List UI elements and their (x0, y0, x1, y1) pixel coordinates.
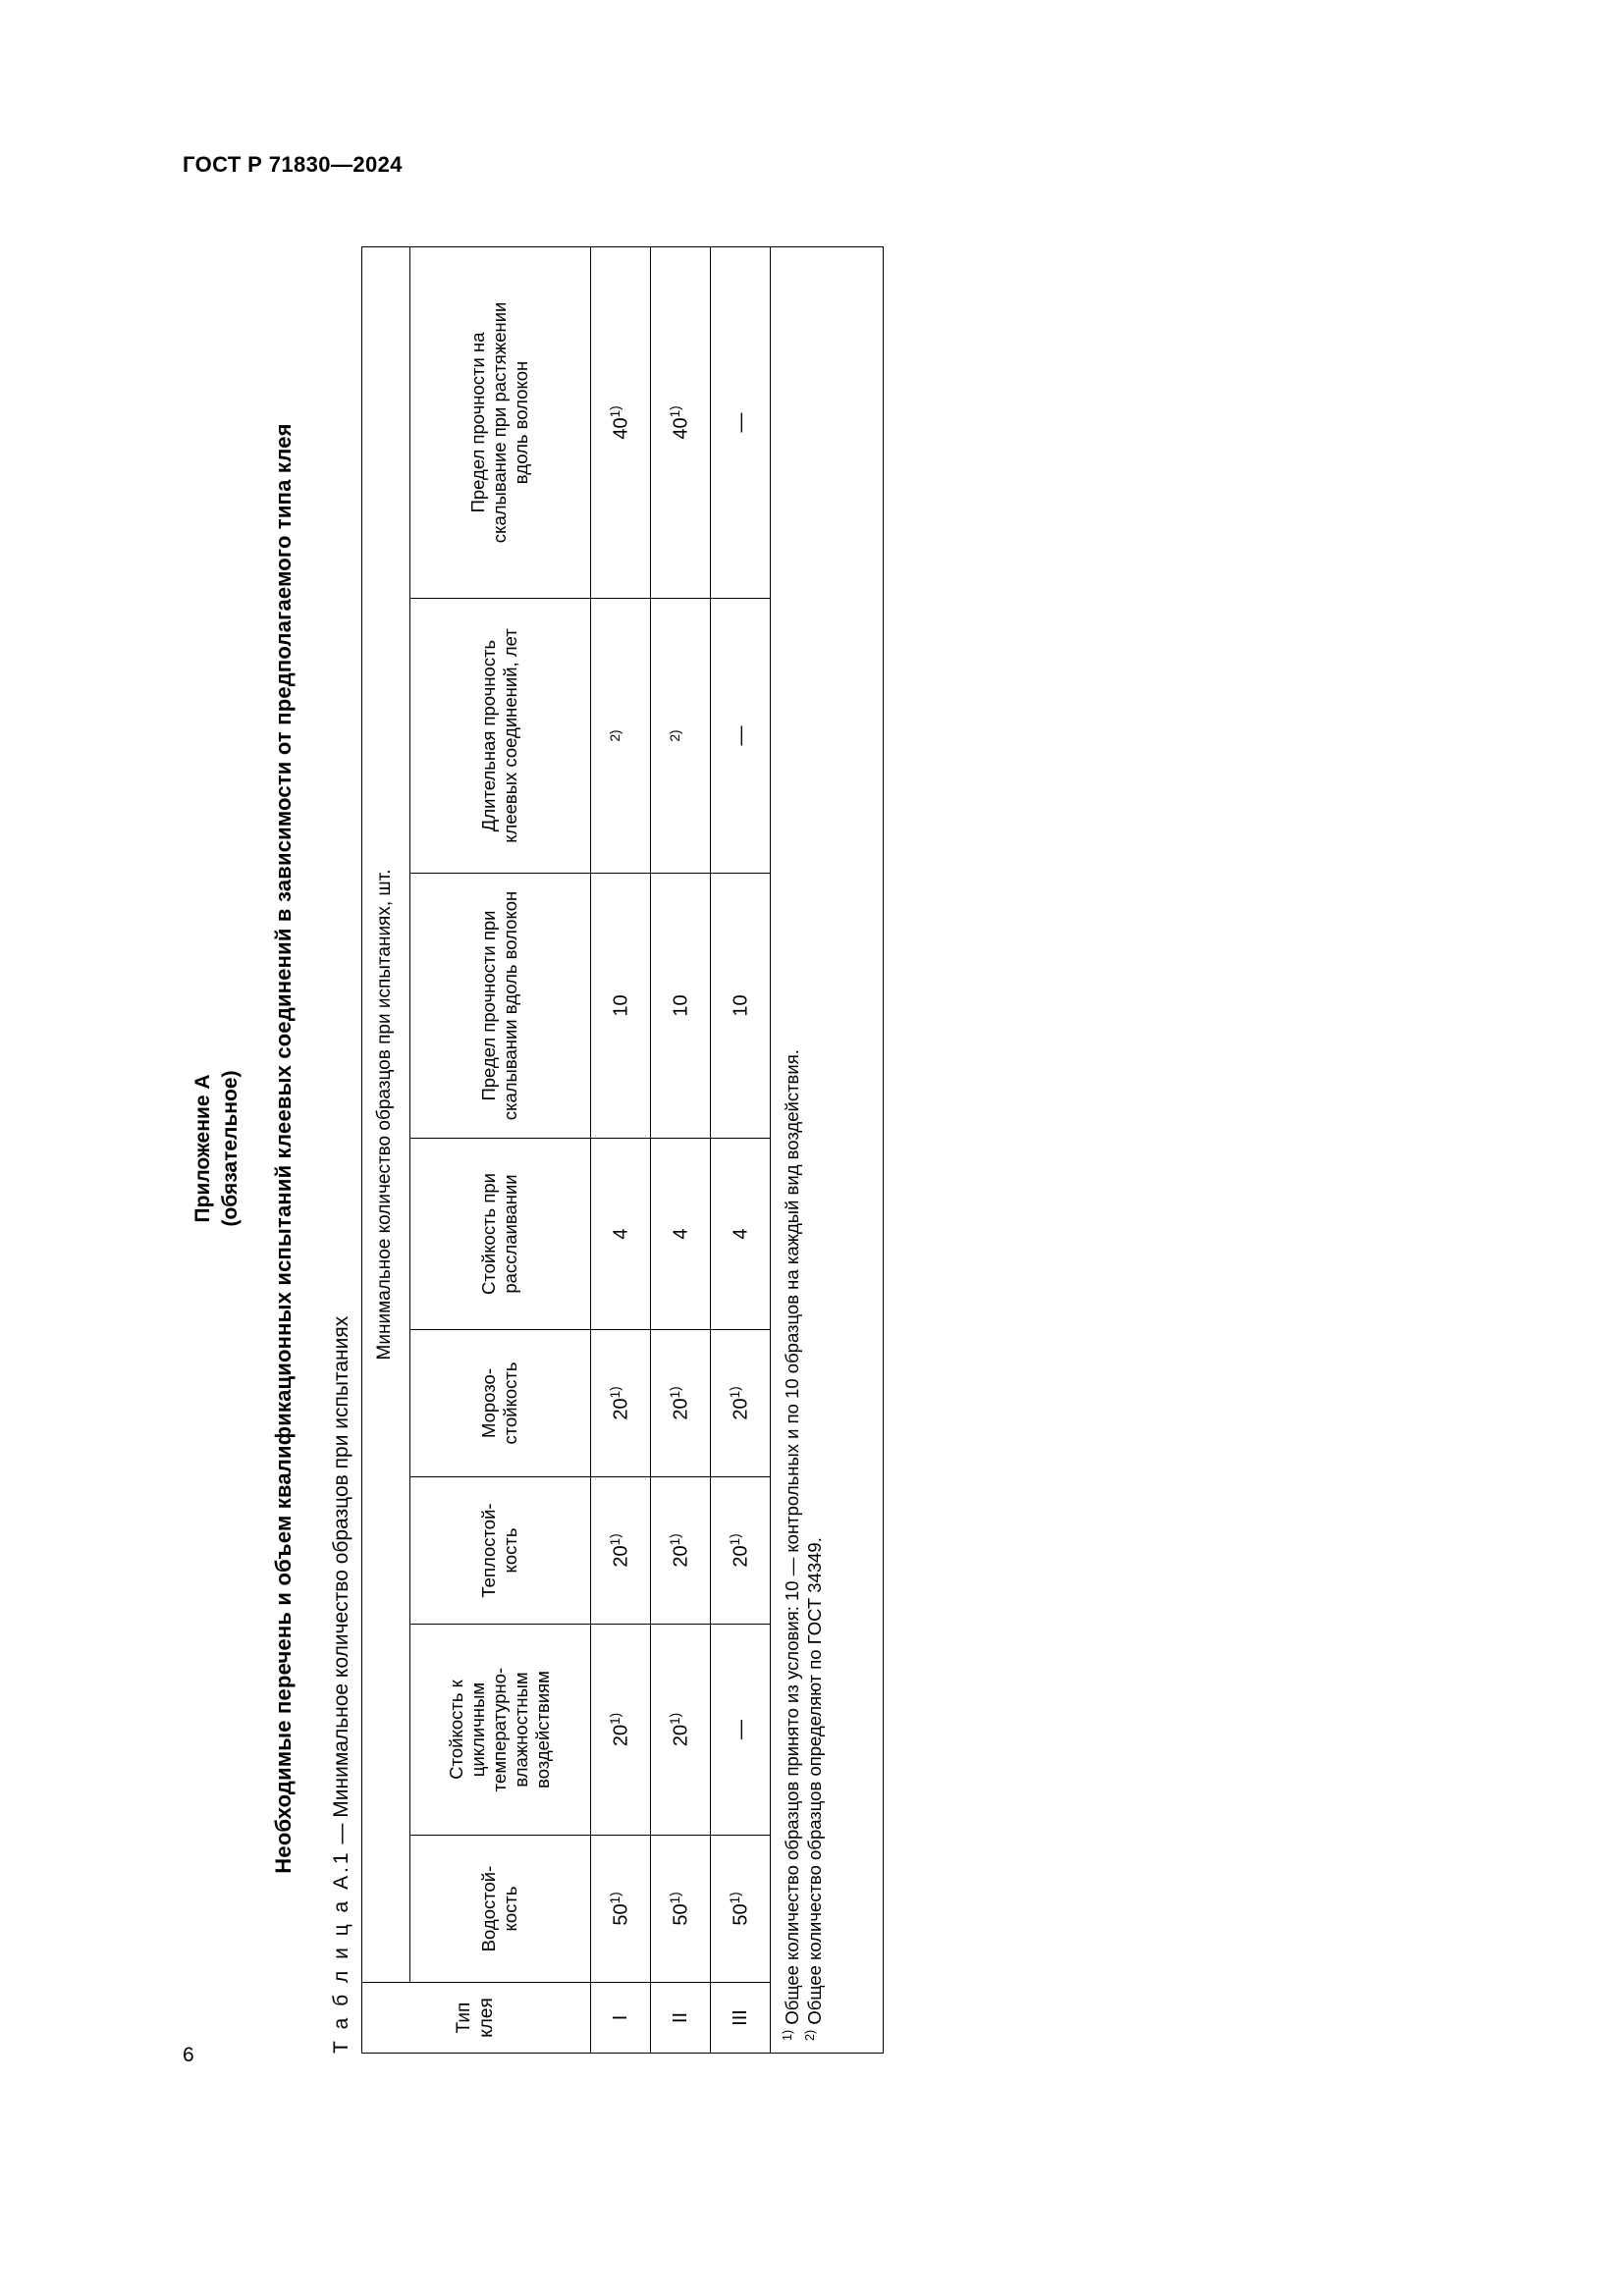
cell-water-resistance: 50$^{1)}$ (650, 1835, 710, 1982)
table-header-row (409, 246, 590, 2053)
cell-delamination-resistance: 4 (650, 1138, 710, 1329)
footnote-2: $^{2)}$ Общее количество образцов определяют по ГОСТ 34349. (803, 1536, 826, 2041)
col-header-long-term-strength: Длительная прочность клеевых соединений, лет (409, 598, 590, 873)
cell-frost-resistance: 20$^{1)}$ (650, 1329, 710, 1476)
cell-cyclic-temp-humidity: 20$^{1)}$ (590, 1624, 650, 1835)
page-number: 6 (183, 2044, 194, 2066)
cell-shear-strength-along-fibers: 10 (590, 873, 650, 1138)
cell-tensile-shear-strength: 40$^{1)}$ (590, 246, 650, 598)
cell-water-resistance: 50$^{1)}$ (590, 1835, 650, 1982)
col-header-cyclic-temp-humidity: Стойкость к цикличным температурно- влажностным воздействиям (409, 1624, 590, 1835)
cell-cyclic-temp-humidity: — (710, 1624, 770, 1835)
col-header-glue-type-line2: клея (475, 1997, 497, 2038)
cell-tensile-shear-strength: — (710, 246, 770, 598)
cell-shear-strength-along-fibers: 10 (650, 873, 710, 1138)
qualification-tests-table (361, 245, 884, 2053)
footnote-2-text: Общее количество образцов определяют по ГОСТ 34349. (804, 1536, 826, 2030)
table-row (650, 246, 710, 2053)
annex-heading-line2: (обязательное) (219, 1070, 243, 1227)
cell-frost-resistance: 20$^{1)}$ (590, 1329, 650, 1476)
col-header-heat-resistance: Теплостой- кость (409, 1476, 590, 1624)
cell-delamination-resistance: 4 (590, 1138, 650, 1329)
col-header-delamination-resistance: Стойкость при расслаивании (409, 1138, 590, 1329)
cell-long-term-strength: 2) (650, 598, 710, 873)
cell-water-resistance: 50$^{1)}$ (710, 1835, 770, 1982)
annex-heading (189, 216, 245, 2081)
table-caption-label: Т а б л и ц а А.1 (329, 1848, 352, 2054)
cell-tensile-shear-strength: 40$^{1)}$ (650, 246, 710, 598)
annex-block (184, 216, 1440, 2081)
cell-heat-resistance: 20$^{1)}$ (710, 1476, 770, 1624)
footnote-1: $^{1)}$ Общее количество образцов принято из условия: 10 — контрольных и по 10 образцов на каждый вид воздействия. (780, 1048, 802, 2041)
annex-subtitle: Необходимые перечень и объем квалификационных испытаний клеевых соединений в зависимости от предполагаемого типа клея (270, 422, 296, 1874)
table-caption-text: — Минимальное количество образцов при испытаниях (329, 1315, 352, 1844)
table-body (590, 246, 883, 2053)
cell-heat-resistance: 20$^{1)}$ (590, 1476, 650, 1624)
col-group-header: Минимальное количество образцов при испытаниях, шт. (361, 246, 409, 1982)
table-footnotes (770, 246, 883, 2053)
col-header-glue-type-line1: Тип (453, 2002, 474, 2033)
col-header-tensile-shear-strength: Предел прочности на скалывание при растяжении вдоль волокон (409, 246, 590, 598)
page-header: ГОСТ Р 71830—2024 (183, 152, 403, 177)
cell-long-term-strength: 2) (590, 598, 650, 873)
footnote-1-text: Общее количество образцов принято из условия: 10 — контрольных и по 10 образцов на каждый вид воздействия. (781, 1048, 802, 2030)
col-header-glue-type (361, 1982, 590, 2053)
col-header-frost-resistance: Морозо- стойкость (409, 1329, 590, 1476)
cell-glue-type: I (590, 1982, 650, 2053)
cell-delamination-resistance: 4 (710, 1138, 770, 1329)
cell-frost-resistance: 20$^{1)}$ (710, 1329, 770, 1476)
table-row (590, 246, 650, 2053)
col-header-shear-strength-along-fibers: Предел прочности при скалывании вдоль волокон (409, 873, 590, 1138)
table-footnotes-row (770, 246, 883, 2053)
cell-heat-resistance: 20$^{1)}$ (650, 1476, 710, 1624)
cell-cyclic-temp-humidity: 20$^{1)}$ (650, 1624, 710, 1835)
table-caption (330, 216, 353, 2054)
table-group-header-row (361, 246, 409, 2053)
cell-glue-type: II (650, 1982, 710, 2053)
table-row (710, 246, 770, 2053)
col-header-water-resistance: Водостой- кость (409, 1835, 590, 1982)
annex-heading-line1: Приложение А (191, 1074, 214, 1223)
cell-shear-strength-along-fibers: 10 (710, 873, 770, 1138)
cell-long-term-strength: — (710, 598, 770, 873)
cell-glue-type: III (710, 1982, 770, 2053)
